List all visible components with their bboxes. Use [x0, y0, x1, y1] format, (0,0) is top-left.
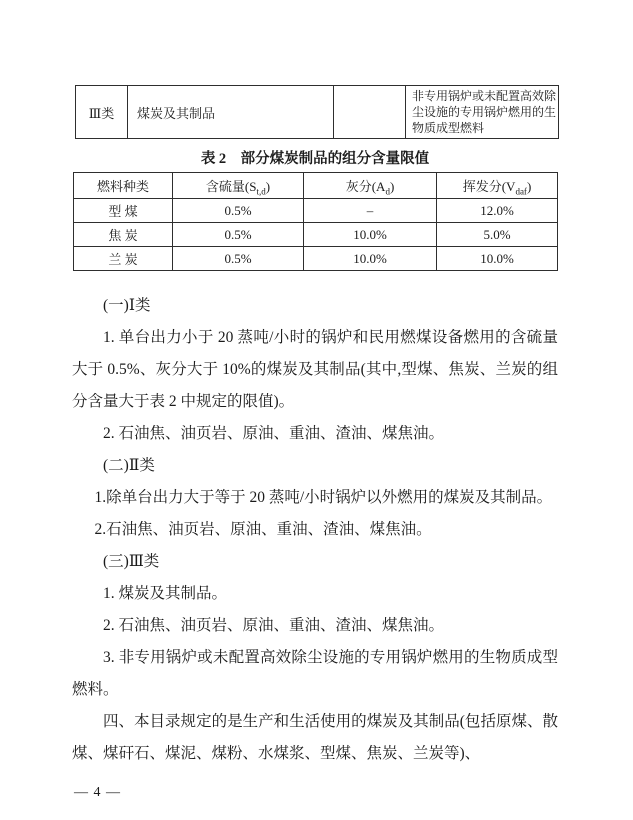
category-item-cell: 煤炭及其制品 — [128, 86, 334, 139]
volatile-value-cell: 10.0% — [437, 247, 558, 271]
header-subscript: daf — [515, 186, 527, 197]
fuel-name-cell: 型 煤 — [74, 199, 173, 223]
ash-value-cell: 10.0% — [304, 247, 437, 271]
category-label-cell: Ⅲ类 — [76, 86, 128, 139]
paragraph: 2. 石油焦、油页岩、原油、重油、渣油、煤焦油。 — [103, 425, 445, 442]
volatile-value-cell: 5.0% — [437, 223, 558, 247]
sulfur-value-cell: 0.5% — [173, 223, 304, 247]
sulfur-value-cell: 0.5% — [173, 247, 304, 271]
fuel-name-cell: 焦 炭 — [74, 223, 173, 247]
table-row — [74, 199, 558, 223]
paragraph: 2. 石油焦、油页岩、原油、重油、渣油、煤焦油。 — [103, 617, 445, 634]
paragraph: 2.石油焦、油页岩、原油、重油、渣油、煤焦油。 — [94, 521, 432, 538]
header-fuel-type — [74, 173, 173, 199]
section-heading-class2: (二)Ⅱ类 — [103, 457, 155, 474]
fuel-name-cell: 兰 炭 — [74, 247, 173, 271]
header-text: 燃料种类 — [96, 179, 149, 194]
header-ash — [304, 173, 437, 199]
component-limits-table — [73, 172, 558, 271]
paragraph: 四、本目录规定的是生产和生活使用的煤炭及其制品(包括原煤、散煤、煤矸石、煤泥、煤粉、水煤浆、型煤、焦炭、兰炭等)、 — [72, 713, 558, 762]
header-suffix: ) — [389, 179, 395, 194]
ash-value-cell: – — [304, 199, 437, 223]
body-text — [72, 290, 558, 770]
table-row — [76, 86, 559, 139]
ash-value-cell: 10.0% — [304, 223, 437, 247]
paragraph: 1. 煤炭及其制品。 — [103, 585, 228, 602]
section-heading-class1: (一)Ⅰ类 — [103, 297, 151, 314]
header-text: 挥发分(V — [462, 179, 516, 194]
header-subscript: t,d — [256, 186, 266, 197]
table-row — [74, 223, 558, 247]
header-suffix: ) — [265, 179, 271, 194]
volatile-value-cell: 12.0% — [437, 199, 558, 223]
header-subscript: d — [385, 186, 390, 197]
paragraph: 3. 非专用锅炉或未配置高效除尘设施的专用锅炉燃用的生物质成型燃料。 — [72, 649, 558, 698]
header-text: 含硫量(S — [205, 179, 257, 194]
category-continuation-table — [75, 85, 559, 139]
page-number: — 4 — — [74, 785, 121, 800]
table-row — [74, 247, 558, 271]
section-heading-class3: (三)Ⅲ类 — [103, 553, 160, 570]
table-header-row — [74, 173, 558, 199]
table2-title: 表 2 部分煤炭制品的组分含量限值 — [200, 151, 430, 167]
header-suffix: ) — [526, 179, 532, 194]
header-sulfur — [173, 173, 304, 199]
header-text: 灰分(A — [345, 179, 386, 194]
sulfur-value-cell: 0.5% — [173, 199, 304, 223]
category-note-cell: 非专用锅炉或未配置高效除尘设施的专用锅炉燃用的生物质成型燃料 — [406, 86, 559, 139]
paragraph: 1.除单台出力大于等于 20 蒸吨/小时锅炉以外燃用的煤炭及其制品。 — [94, 489, 553, 506]
header-volatile — [437, 173, 558, 199]
empty-cell — [334, 86, 406, 139]
paragraph: 1. 单台出力小于 20 蒸吨/小时的锅炉和民用燃煤设备燃用的含硫量大于 0.5%、灰分大于 10%的煤炭及其制品(其中,型煤、焦炭、兰炭的组分含量大于表 2 中规定的限值)。 — [72, 329, 558, 410]
